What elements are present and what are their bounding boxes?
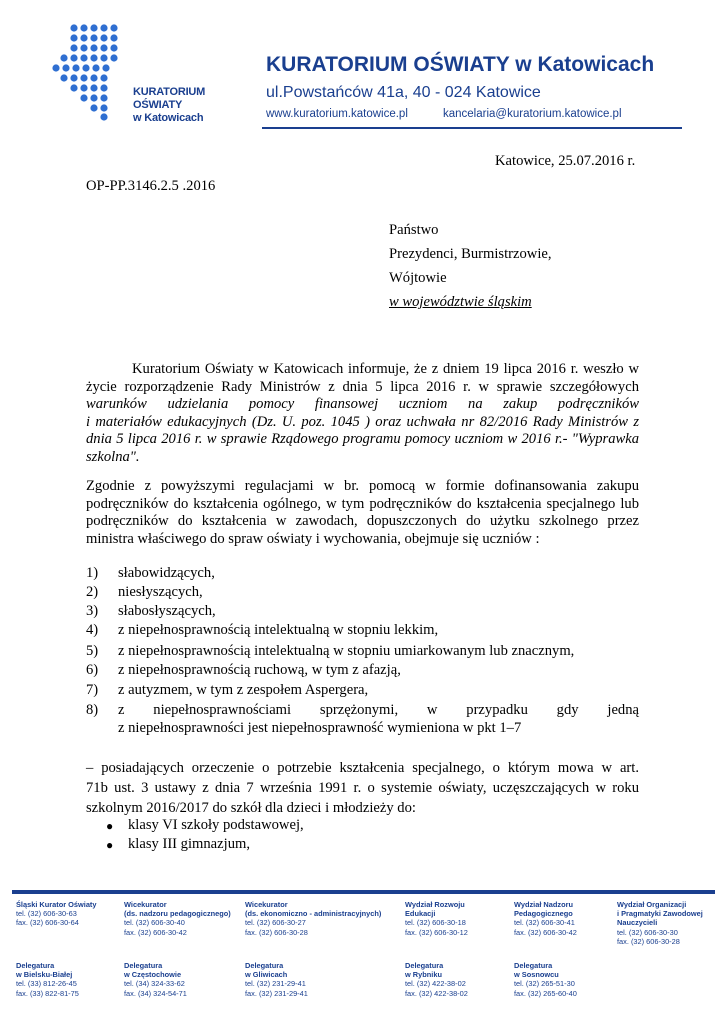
institution-address: ul.Powstańców 41a, 40 - 024 Katowice bbox=[266, 84, 541, 101]
footer-contact-title: Wicekurator bbox=[124, 900, 167, 909]
footer-contact-block bbox=[405, 900, 468, 937]
footer-contact-title: w Sosnowcu bbox=[514, 970, 559, 980]
footer-tel: tel. (32) 231-29-41 bbox=[245, 979, 306, 989]
footer-fax: fax. (32) 265-60-40 bbox=[514, 988, 577, 998]
footer-fax: fax. (32) 606-30-28 bbox=[617, 936, 680, 946]
email-link[interactable]: kancelaria@kuratorium.katowice.pl bbox=[443, 108, 622, 120]
footer-contact-title: Delegatura bbox=[16, 961, 55, 970]
footer-fax: fax. (32) 231-29-41 bbox=[245, 988, 308, 998]
list-item-number: 7) bbox=[86, 682, 99, 698]
footer-contact-block bbox=[245, 900, 381, 937]
paragraph-line: szkolnym 2016/2017 do szkół dla dzieci i młodzieży do: bbox=[86, 800, 416, 816]
list-item-number: 6) bbox=[86, 662, 99, 678]
paragraph-1 bbox=[86, 361, 639, 466]
footer-contact-title: Wydział Organizacji bbox=[617, 900, 687, 909]
footer-fax: fax. (32) 606-30-64 bbox=[16, 918, 79, 928]
paragraph-line: i materiałów edukacyjnych (Dz. U. poz. 1045 ) oraz uchwała nr 82/2016 Rady Ministrów z bbox=[86, 413, 639, 430]
footer-contact-title: Nauczycieli bbox=[617, 918, 658, 928]
footer-contact-title: Delegatura bbox=[514, 961, 553, 970]
footer-contact-title: Edukacji bbox=[405, 909, 436, 919]
footer-tel: tel. (32) 606-30-63 bbox=[16, 909, 77, 919]
footer-divider bbox=[12, 890, 715, 894]
footer-tel: tel. (32) 422-38-02 bbox=[405, 979, 466, 989]
letter-date: Katowice, 25.07.2016 r. bbox=[495, 153, 636, 169]
footer-fax: fax. (32) 606-30-12 bbox=[405, 927, 468, 937]
logo-text bbox=[133, 86, 205, 125]
header-divider bbox=[262, 127, 682, 129]
recipient-line: Wójtowie bbox=[389, 270, 447, 286]
list-item-number: 1) bbox=[86, 565, 99, 581]
list-item-text: z niepełnosprawnością ruchową, w tym z afazją, bbox=[118, 662, 401, 678]
paragraph-line: Zgodnie z powyższymi regulacjami w br. pomocą w formie dofinansowania zakupu bbox=[86, 478, 639, 494]
footer-tel: tel. (33) 812-26-45 bbox=[16, 979, 77, 989]
kuratorium-logo-icon bbox=[52, 22, 128, 122]
list-item-text: niesłyszących, bbox=[118, 584, 203, 600]
footer-contact-block bbox=[514, 900, 577, 937]
recipient-line: Prezydenci, Burmistrzowie, bbox=[389, 246, 552, 262]
footer-contact-title: w Rybniku bbox=[405, 970, 442, 980]
footer-fax: fax. (32) 606-30-42 bbox=[124, 927, 187, 937]
paragraph-line: szkolna". bbox=[86, 448, 140, 465]
footer-contact-block bbox=[16, 900, 97, 928]
paragraph-line: życie rozporządzenie Rady Ministrów z dnia 5 lipca 2016 r. w sprawie szczegółowych bbox=[86, 378, 639, 395]
footer-fax: fax. (33) 822-81-75 bbox=[16, 988, 79, 998]
website-link[interactable]: www.kuratorium.katowice.pl bbox=[266, 108, 408, 120]
footer-tel: tel. (32) 606-30-40 bbox=[124, 918, 185, 928]
logo-line: OŚWIATY bbox=[133, 99, 183, 111]
bullet-icon: ● bbox=[106, 819, 114, 833]
list-item-number: 5) bbox=[86, 643, 99, 659]
list-item-text: z niepełnosprawnością intelektualną w stopniu lekkim, bbox=[118, 622, 439, 638]
recipient-line: Państwo bbox=[389, 222, 439, 238]
footer-contact-title: (ds. nadzoru pedagogicznego) bbox=[124, 909, 231, 919]
paragraph-line: dnia 5 lipca 2016 r. w sprawie Rządowego programu pomocy uczniom w 2016 r.- "Wyprawka bbox=[86, 431, 639, 447]
list-item-continuation: z niepełnosprawności jest niepełnosprawność wymieniona w pkt 1–7 bbox=[118, 720, 522, 736]
footer-contact-block bbox=[514, 961, 577, 998]
footer-fax: fax. (32) 422-38-02 bbox=[405, 988, 468, 998]
footer-tel: tel. (32) 606-30-27 bbox=[245, 918, 306, 928]
footer-tel: tel. (32) 606-30-41 bbox=[514, 918, 575, 928]
paragraph-line: Kuratorium Oświaty w Katowicach informuje, że z dniem 19 lipca 2016 r. weszło w bbox=[132, 361, 639, 377]
paragraph-line: 71b ust. 3 ustawy z dnia 7 września 1991 r. o systemie oświaty, uczęszczających w roku bbox=[86, 780, 639, 796]
paragraph-line: warunków udzielania pomocy finansowej uczniom na zakup podręczników bbox=[86, 396, 639, 412]
footer-fax: fax. (32) 606-30-42 bbox=[514, 927, 577, 937]
dash-paragraph bbox=[86, 758, 639, 818]
paragraph-line: podręczników do kształcenia ogólnego, w tym podręczników do kształcenia specjalnego lub bbox=[86, 495, 639, 512]
paragraph-line: – posiadających orzeczenie o potrzebie kształcenia specjalnego, o którym mowa w art. bbox=[86, 760, 639, 776]
paragraph-line: ministra właściwego do spraw oświaty i wychowania, obejmuje się uczniów : bbox=[86, 530, 540, 547]
footer-contact-block bbox=[16, 961, 79, 998]
footer-contact-block bbox=[124, 961, 187, 998]
footer-tel: tel. (32) 606-30-30 bbox=[617, 927, 678, 937]
footer-contact-title: Delegatura bbox=[405, 961, 444, 970]
footer-fax: fax. (32) 606-30-28 bbox=[245, 927, 308, 937]
footer-contact-title: i Pragmatyki Zawodowej bbox=[617, 909, 703, 919]
footer-contact-block bbox=[245, 961, 308, 998]
bullet-item: klasy VI szkoły podstawowej, bbox=[128, 817, 304, 833]
logo-line: w Katowicach bbox=[133, 112, 204, 124]
list-item-number: 3) bbox=[86, 603, 99, 619]
footer-contact-block bbox=[124, 900, 231, 937]
footer-contact-block bbox=[617, 900, 703, 946]
list-item-number: 8) bbox=[86, 702, 99, 718]
paragraph-2 bbox=[86, 478, 639, 548]
paragraph-line: podręczników do kształcenia w zawodach, dopuszczonych do użytku szkolnego przez bbox=[86, 513, 639, 529]
footer-contact-title: Śląski Kurator Oświaty bbox=[16, 900, 97, 909]
footer-contact-title: w Bielsku-Białej bbox=[16, 970, 73, 980]
institution-title: KURATORIUM OŚWIATY w Katowicach bbox=[266, 53, 655, 76]
list-item-text: słabosłyszących, bbox=[118, 603, 216, 619]
footer-contact-title: (ds. ekonomiczno - administracyjnych) bbox=[245, 909, 382, 919]
logo-line: KURATORIUM bbox=[133, 86, 206, 98]
footer-contact-block bbox=[405, 961, 468, 998]
footer-tel: tel. (32) 265-51-30 bbox=[514, 979, 575, 989]
recipient-line: w województwie śląskim bbox=[389, 294, 532, 310]
list-item-number: 4) bbox=[86, 622, 99, 638]
footer-contact-title: Wydział Nadzoru bbox=[514, 900, 573, 909]
list-item-text: z niepełnosprawnością intelektualną w stopniu umiarkowanym lub znacznym, bbox=[118, 643, 575, 659]
footer-contact-title: Delegatura bbox=[124, 961, 163, 970]
footer-fax: fax. (34) 324-54-71 bbox=[124, 988, 187, 998]
footer-contact-title: Pedagogicznego bbox=[514, 909, 573, 919]
footer-tel: tel. (34) 324-33-62 bbox=[124, 979, 185, 989]
footer-contact-title: Wicekurator bbox=[245, 900, 288, 909]
list-item-number: 2) bbox=[86, 584, 99, 600]
reference-number: OP-PP.3146.2.5 .2016 bbox=[86, 178, 216, 194]
list-item-text: słabowidzących, bbox=[118, 565, 215, 581]
list-item-text: z niepełnosprawnościami sprzężonymi, w przypadku gdy jedną bbox=[118, 702, 639, 718]
footer-contact-title: Wydział Rozwoju bbox=[405, 900, 465, 909]
footer-contact-title: w Gliwicach bbox=[245, 970, 288, 980]
bullet-item: klasy III gimnazjum, bbox=[128, 836, 250, 852]
list-item-text: z autyzmem, w tym z zespołem Aspergera, bbox=[118, 682, 369, 698]
bullet-icon: ● bbox=[106, 838, 114, 852]
footer-contact-title: w Częstochowie bbox=[124, 970, 182, 980]
footer-contact-title: Delegatura bbox=[245, 961, 284, 970]
footer-tel: tel. (32) 606-30-18 bbox=[405, 918, 466, 928]
